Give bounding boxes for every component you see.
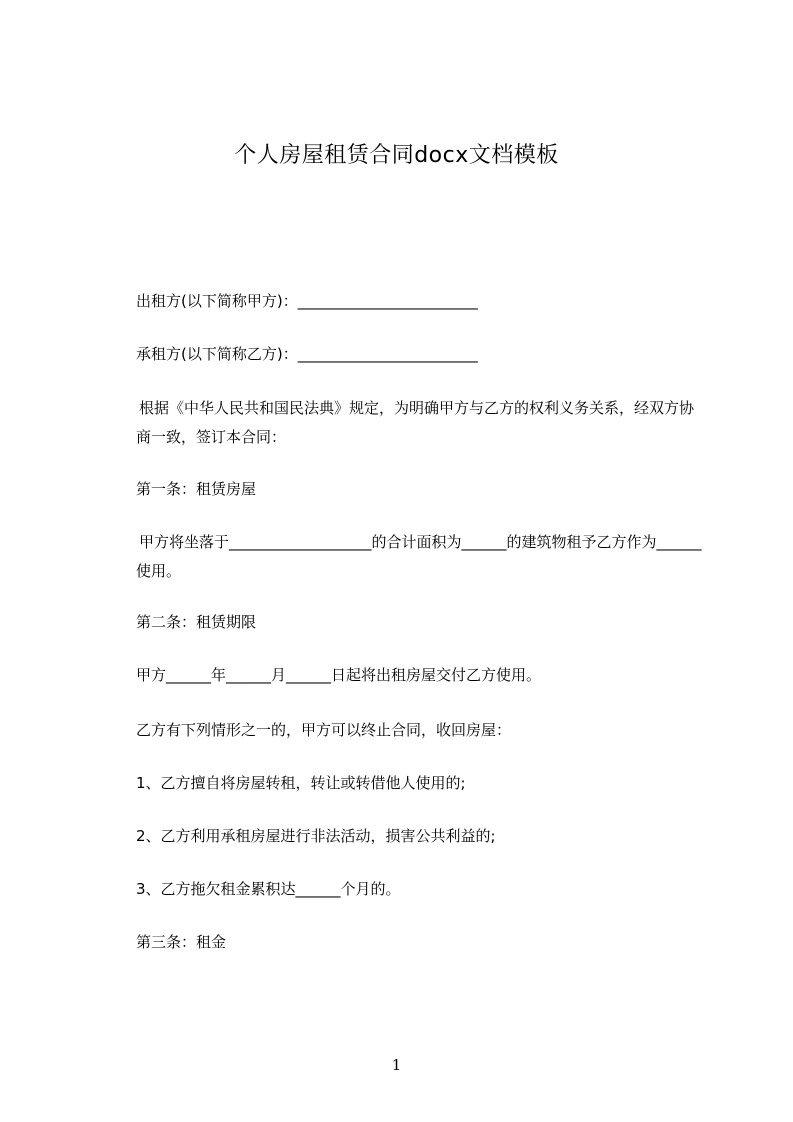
article-2-heading: 第二条：租赁期限 — [136, 613, 257, 631]
article-3-heading: 第三条：租金 — [136, 933, 227, 951]
document-title: 个人房屋租赁合同docx文档模板 — [234, 143, 559, 168]
lessor-line: 出租方(以下简称甲方)：________________________ — [136, 292, 478, 310]
termination-intro: 乙方有下列情形之一的，甲方可以终止合同，收回房屋： — [136, 721, 512, 739]
termination-item-3: 3、乙方拖欠租金累积达______个月的。 — [136, 880, 401, 898]
page-number: 1 — [391, 1056, 402, 1074]
termination-item-2: 2、乙方利用承租房屋进行非法活动，损害公共利益的; — [136, 827, 496, 845]
preamble-paragraph: 根据《中华人民共和国民法典》规定，为明确甲方与乙方的权利义务关系，经双方协商一致，签订本合同： — [136, 399, 695, 446]
article-2-text: 甲方______年______月______日起将出租房屋交付乙方使用。 — [136, 666, 542, 684]
termination-item-1: 1、乙方擅自将房屋转租，转让或转借他人使用的; — [136, 774, 466, 792]
lessee-line: 承租方(以下简称乙方)：________________________ — [136, 345, 478, 363]
article-1-text: 甲方将坐落于___________________的合计面积为______的建筑物租予乙方作为______使用。 — [136, 533, 702, 580]
article-1-heading: 第一条：租赁房屋 — [136, 480, 257, 498]
